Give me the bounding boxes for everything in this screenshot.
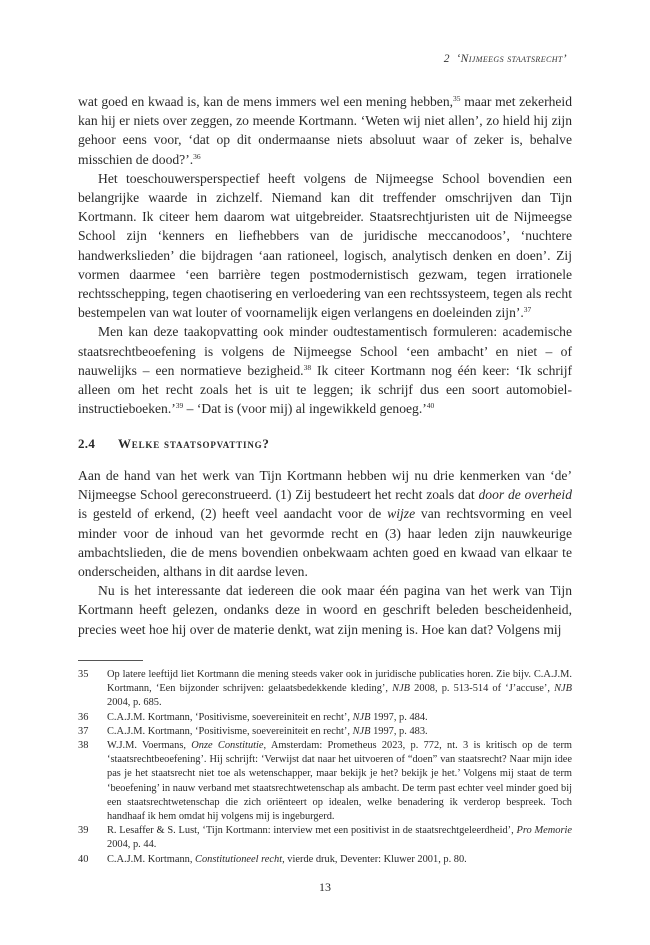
footnote-ref[interactable]: 39: [175, 401, 184, 411]
footnote: [78, 824, 572, 852]
text: 1997, p. 483.: [370, 725, 428, 737]
body-text-bottom: [78, 466, 572, 639]
text: Aan de hand van het werk van Tijn Kortmann hebben wij nu drie kenmerken van ‘de’ Nijmeegse School gereconstrueerd. (1) Zij bestudeert het recht zoals dat: [78, 468, 572, 503]
text: 2004, p. 44.: [107, 839, 157, 851]
footnote: [78, 725, 572, 739]
paragraph: [78, 581, 572, 639]
chapter-number: 2: [443, 53, 450, 65]
emphasis: NJB: [352, 725, 371, 737]
paragraph: [78, 322, 572, 418]
text: Het toeschouwersperspectief heeft volgens de Nijmeegse School bovendien een belangrijke waarde in zichzelf. Niemand kan dit treffender omschrijven dan Tijn Kortmann. Ik citeer hem daarom wat uitgebreider. Staatsrechtjuristen uit de Nijmeegse School zijn ‘kenners en liefhebbers van de juridische meccanodoos’, ‘nuchtere handwerkslieden’ die bijdragen ‘aan rationeel, logisch, analytisch denken en doen’. Zij vormen daarmee ‘een barrière tegen postmodernistisch gezwam, tegen irrationele rechtsschepping, tegen chaotisering en verloedering van een rechtssysteem, tegen als recht bestempelen van wat louter of voornamelijk eigen verlangens en doeleinden zijn’.: [78, 170, 572, 321]
paragraph: [78, 92, 572, 169]
emphasis: NJB: [392, 683, 411, 695]
text: C.A.J.M. Kortmann,: [107, 853, 196, 865]
text: maar met zekerheid kan hij er niets over zeggen, zo meende Kortmann. ‘Weten wij niet allen’, zo hield hij zijn gehoor eens voor, ‘dat op dit ondermaanse niets absoluut waar of zeker is, behalve misschien de dood?’.: [78, 94, 573, 167]
text: Nu is het interessante dat iedereen die ook maar één pagina van het werk van Tijn Kortmann heeft gelezen, ondanks deze in woord en geschrift beleden bescheidenheid, precies weet hoe hij over de materie denkt, wat zijn mening is. Hoe kan dat? Volgens mij: [78, 583, 572, 637]
footnote-number: 39: [78, 825, 89, 837]
section-title: Welke staatsopvatting?: [118, 436, 270, 451]
text: 2004, p. 685.: [107, 697, 162, 709]
text: C.A.J.M. Kortmann, ‘Positivisme, soevereiniteit en recht’,: [107, 725, 353, 737]
footnote: [78, 711, 572, 725]
footnote-separator: [78, 660, 143, 661]
emphasis: Onze Constitutie: [191, 740, 264, 752]
footnote-number: 35: [78, 669, 89, 680]
text: , vierde druk, Deventer: Kluwer 2001, p. 80.: [282, 853, 467, 865]
footnote-number: 36: [78, 711, 89, 723]
text: – ‘Dat is (voor mij) al ingewikkeld genoeg.’: [183, 401, 427, 417]
text: 1997, p. 484.: [370, 711, 428, 723]
footnote: [78, 668, 572, 711]
footnote-number: 37: [78, 725, 89, 737]
emphasis: Constitutioneel recht: [195, 853, 283, 865]
paragraph: [78, 466, 572, 581]
text: van rechtsvorming en veel minder voor de inhoud van het gevormde recht en (3) haar leden zijn nauwkeurige ambachtslieden, die de mens bovendien onbekwaam achten goed en kwaad van elkaar te onderscheiden, althans in dit aardse leven.: [78, 506, 572, 580]
text: is gesteld of erkend, (2) heeft veel aandacht voor de: [78, 506, 388, 522]
footnote: [78, 739, 572, 824]
emphasis: Pro Memorie: [516, 825, 572, 837]
emphasis: door de overheid: [478, 487, 572, 503]
section-number: 2.4: [78, 436, 96, 451]
body-text-top: [78, 92, 572, 418]
footnote-number: 40: [78, 853, 89, 865]
footnote-ref[interactable]: 36: [193, 151, 201, 161]
text: Men kan deze taakopvatting ook minder oudtestamentisch formuleren: academische staatsrechtbeoefening is volgens de Nijmeegse School ‘een ambacht’ en niet – of nauwelijks – een normatieve bezigheid.: [78, 324, 572, 378]
footnote-ref[interactable]: 37: [523, 305, 532, 315]
emphasis: NJB: [554, 683, 572, 695]
text: C.A.J.M. Kortmann, ‘Positivisme, soevereiniteit en recht’,: [107, 711, 353, 723]
paragraph: [78, 169, 572, 323]
text: wat goed en kwaad is, kan de mens immers wel een mening hebben,: [78, 94, 454, 109]
section-heading: [78, 436, 270, 452]
footnote-number: 38: [78, 740, 89, 752]
emphasis: wijze: [387, 506, 416, 522]
text: , Amsterdam: Prometheus 2023, p. 772, nt. 3 is kritisch op de term ‘staatsrechtbeoefening’. Hij schrijft: ‘Verwijst dat naar het uitvoeren of “doen” van staatsrecht? Naar mijn idee pas je het staatsrecht niet toe als wetenschapper, maar bekijk je het? bekijk je het.’ Volgens mij staat de term ‘beoefening’ in nauw verband met staatsrechtwetenschap als ambacht. De term past echter veel minder goed bij een staatsrechtwetenschap die zich oriënteert op idealen, welke benadering ik verderop bespreek. Toch handhaaf ik hem omdat hij volgens mij is ingeburgerd.: [107, 740, 572, 823]
running-header: [444, 53, 567, 65]
footnote-ref[interactable]: 40: [426, 401, 435, 411]
footnotes: [78, 668, 572, 867]
chapter-title: ‘Nijmeegs staatsrecht’: [456, 53, 567, 65]
text: 2008, p. 513-514 of ‘J’accuse’,: [410, 683, 555, 695]
page-number: 13: [319, 880, 331, 894]
text: W.J.M. Voermans,: [107, 740, 192, 752]
text: Ik citeer Kortmann nog één keer: ‘Ik schrijf alleen om het recht zoals het is uit te leggen; ik schrijf dus een soort automobiel-instructieboeken.’: [78, 362, 572, 417]
text: R. Lesaffer & S. Lust, ‘Tijn Kortmann: interview met een positivist in de staatsrechtgeleerdheid’,: [107, 825, 517, 837]
footnote-ref[interactable]: 38: [303, 362, 312, 372]
footnote: [78, 853, 572, 867]
text: Op latere leeftijd liet Kortmann die mening steeds vaker ook in juridische publicaties horen. Zie bijv. C.A.J.M. Kortmann, ‘Een bijzonder schrijven: gelaatsbedekkende kleding’,: [107, 669, 572, 695]
emphasis: NJB: [352, 711, 371, 723]
footnote-ref[interactable]: 35: [453, 94, 461, 103]
